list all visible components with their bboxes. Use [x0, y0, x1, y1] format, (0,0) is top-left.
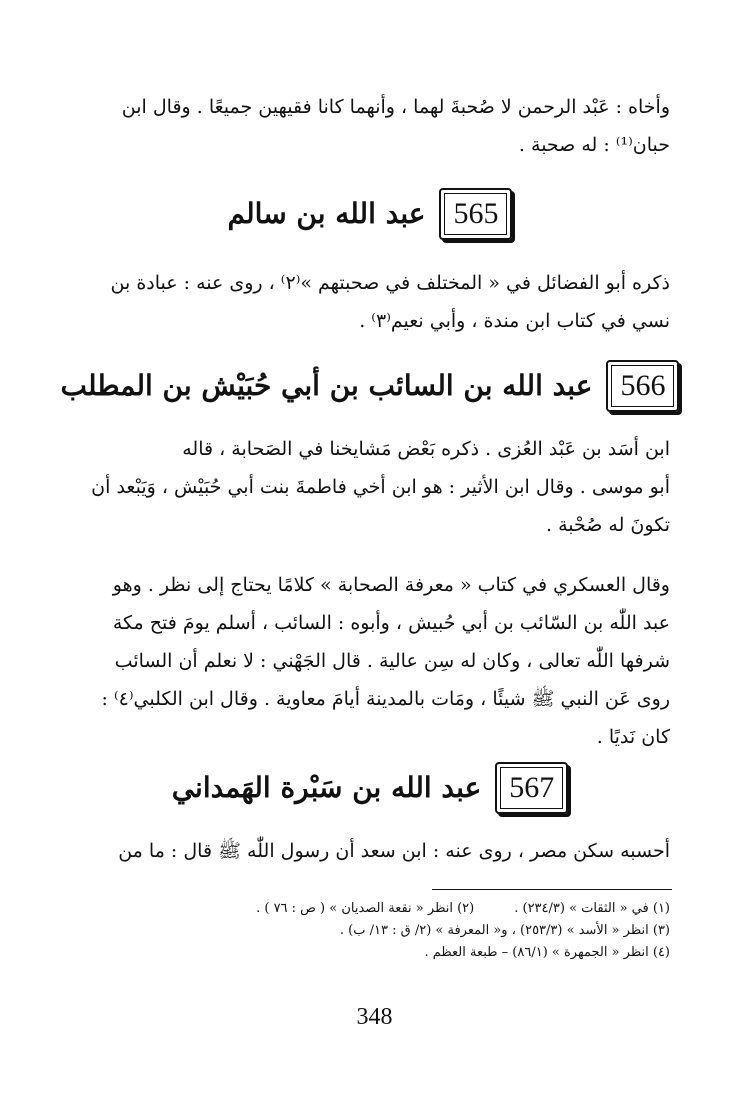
footnotes: [70, 898, 670, 964]
entry-heading-565: [70, 188, 670, 240]
text-line: نسي في كتاب ابن مندة ، وأبي نعيم⁽٣⁾ .: [359, 310, 670, 332]
text-line: أحسبه سكن مصر ، روى عنه : ابن سعد أن رسول اللّٰه ﷺ قال : ما من: [118, 840, 670, 862]
entry-title: عبد الله بن سالم: [227, 197, 426, 230]
entry-title: عبد الله بن السائب بن أبي حُبَيْش بن المطلب: [60, 369, 593, 402]
page-number: 348: [356, 1004, 393, 1030]
entry-number: 567: [500, 767, 563, 809]
text-line: روى عَن النبي ﷺ شيئًا ، ومَات بالمدينة أيامَ معاوية . وقال ابن الكلبي⁽٤⁾ :: [101, 688, 670, 710]
text-line: أبو موسى . وقال ابن الأثير : هو ابن أخي فاطمةَ بنت أبي حُبَيْش ، وَيَبْعد أن: [91, 476, 670, 498]
footnote-1: (١) في « الثقات » (٢٣٤/٣) .: [514, 901, 670, 916]
text-line: عبد اللّٰه بن السّائب بن أبي حُبيش ، وأبوه : السائب ، أسلم يومَ فتح مكة: [112, 612, 670, 634]
text-line: وأخاه : عَبْد الرحمن لا صُحبةَ لهما ، وأنهما كانا فقيهين جميعًا . وقال ابن: [121, 96, 670, 118]
entry-number-box: [495, 762, 568, 814]
footnote-3: (٣) انظر « الأسد » (٢٥٣/٣) ، و« المعرفة » (٢/ ق : ١٣/ ب) .: [339, 923, 670, 938]
text-line: تكونَ له صُحْبة .: [545, 514, 670, 536]
text-line: حبان⁽¹⁾ : له صحبة .: [518, 134, 670, 156]
text-line: وقال العسكري في كتاب « معرفة الصحابة » كلامًا يحتاج إلى نظر . وهو: [112, 574, 670, 596]
text-line: شرفها اللّٰه تعالى ، وكان له سِن عالية . قال الجَهْني : لا نعلم أن السائب: [114, 650, 670, 672]
entry-number-box: [439, 188, 512, 240]
paragraph-566: [70, 430, 670, 544]
paragraph-intro: [70, 88, 670, 164]
entry-heading-567: [70, 762, 670, 814]
entry-number: 566: [611, 365, 674, 407]
text-line: كان نَديًا .: [596, 726, 670, 748]
entry-heading-566: [60, 360, 670, 412]
text-line: ابن أسَد بن عَبْد العُزى . ذكره بَعْض مَشايخنا في الصَحابة ، قاله: [182, 438, 670, 460]
entry-title: عبد الله بن سَبْرة الهَمداني: [171, 771, 482, 804]
paragraph-askari: [70, 566, 670, 756]
text-line: ذكره أبو الفضائل في « المختلف في صحبتهم »⁽٢⁾ ، روى عنه : عبادة بن: [110, 272, 670, 294]
footnote-4: (٤) انظر « الجمهرة » (٨٦/١) – طبعة العظم .: [424, 945, 670, 960]
paragraph-565: [70, 264, 670, 340]
footnote-2: (٢) انظر « نقعة الصديان » ( ص : ٧٦ ) .: [256, 901, 475, 916]
paragraph-567: [70, 832, 670, 870]
entry-number: 565: [444, 193, 507, 235]
entry-number-box: [606, 360, 679, 412]
footnote-divider: [432, 889, 672, 890]
